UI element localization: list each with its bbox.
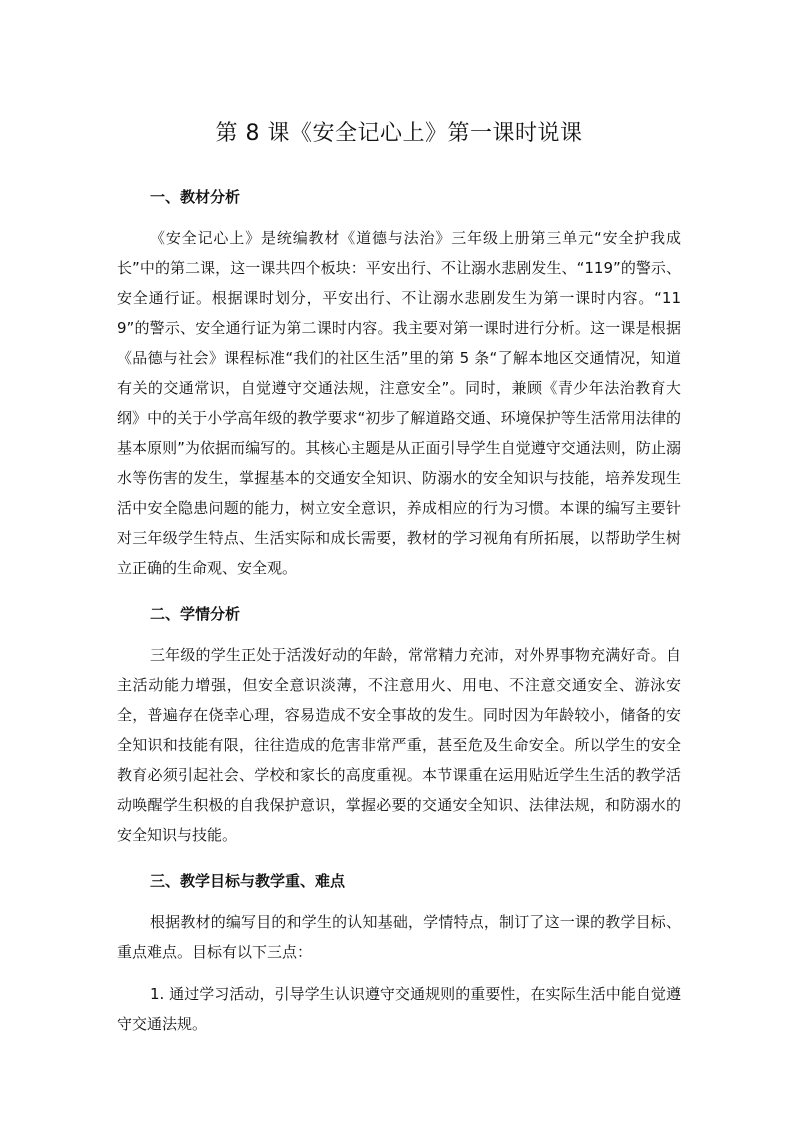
paragraph: 根据教材的编写目的和学生的认知基础，学情特点，制订了这一课的教学目标、重点难点。目标有以下三点： xyxy=(117,913,681,961)
page-title: 第 8 课《安全记心上》第一课时说课 xyxy=(215,121,583,146)
section-textbook-analysis xyxy=(117,186,681,583)
section-heading: 二、学情分析 xyxy=(150,605,241,623)
section-heading: 一、教材分析 xyxy=(150,188,241,206)
paragraph: 三年级的学生正处于活泼好动的年龄，常常精力充沛，对外界事物充满好奇。自主活动能力增强，但安全意识淡薄，不注意用火、用电、不注意交通安全、游泳安全，普遍存在侥幸心理，容易造成不安全事故的发生。同时因为年龄较小，储备的安全知识和技能有限，往往造成的危害非常严重，甚至危及生命安全。所以学生的安全教育必须引起社会、学校和家长的高度重视。本节课重在运用贴近学生生活的教学活动唤醒学生积极的自我保护意识，掌握必要的交通安全知识、法律法规，和防溺水的安全知识与技能。 xyxy=(117,646,681,844)
section-student-analysis xyxy=(117,603,681,850)
section-teaching-goals xyxy=(117,870,681,1039)
paragraph: 《安全记心上》是统编教材《道德与法治》三年级上册第三单元“安全护我成长”中的第二课，这一课共四个板块：平安出行、不让溺水悲剧发生、“119”的警示、安全通行证。根据课时划分，平安出行、不让溺水悲剧发生为第一课时内容。“119”的警示、安全通行证为第二课时内容。我主要对第一课时进行分析。这一课是根据《品德与社会》课程标准“我们的社区生活”里的第 5 条“了解本地区交通情况，知道有关的交通常识，自觉遵守交通法规，注意安全”。同时，兼顾《青少年法治教育大纲》中的关于小学高年级的教学要求“初步了解道路交通、环境保护等生活常用法律的基本原则”为依据而编写的。其核心主题是从正面引导学生自觉遵守交通法则，防止溺水等伤害的发生，掌握基本的交通安全知识、防溺水的安全知识与技能，培养发现生活中安全隐患问题的能力，树立安全意识，养成相应的行为习惯。本课的编写主要针对三年级学生特点、生活实际和成长需要，教材的学习视角有所拓展，以帮助学生树立正确的生命观、安全观。 xyxy=(117,229,681,577)
section-heading: 三、教学目标与教学重、难点 xyxy=(150,872,346,890)
list-item: 1. 通过学习活动，引导学生认识遵守交通规则的重要性，在实际生活中能自觉遵守交通法规。 xyxy=(117,985,681,1033)
